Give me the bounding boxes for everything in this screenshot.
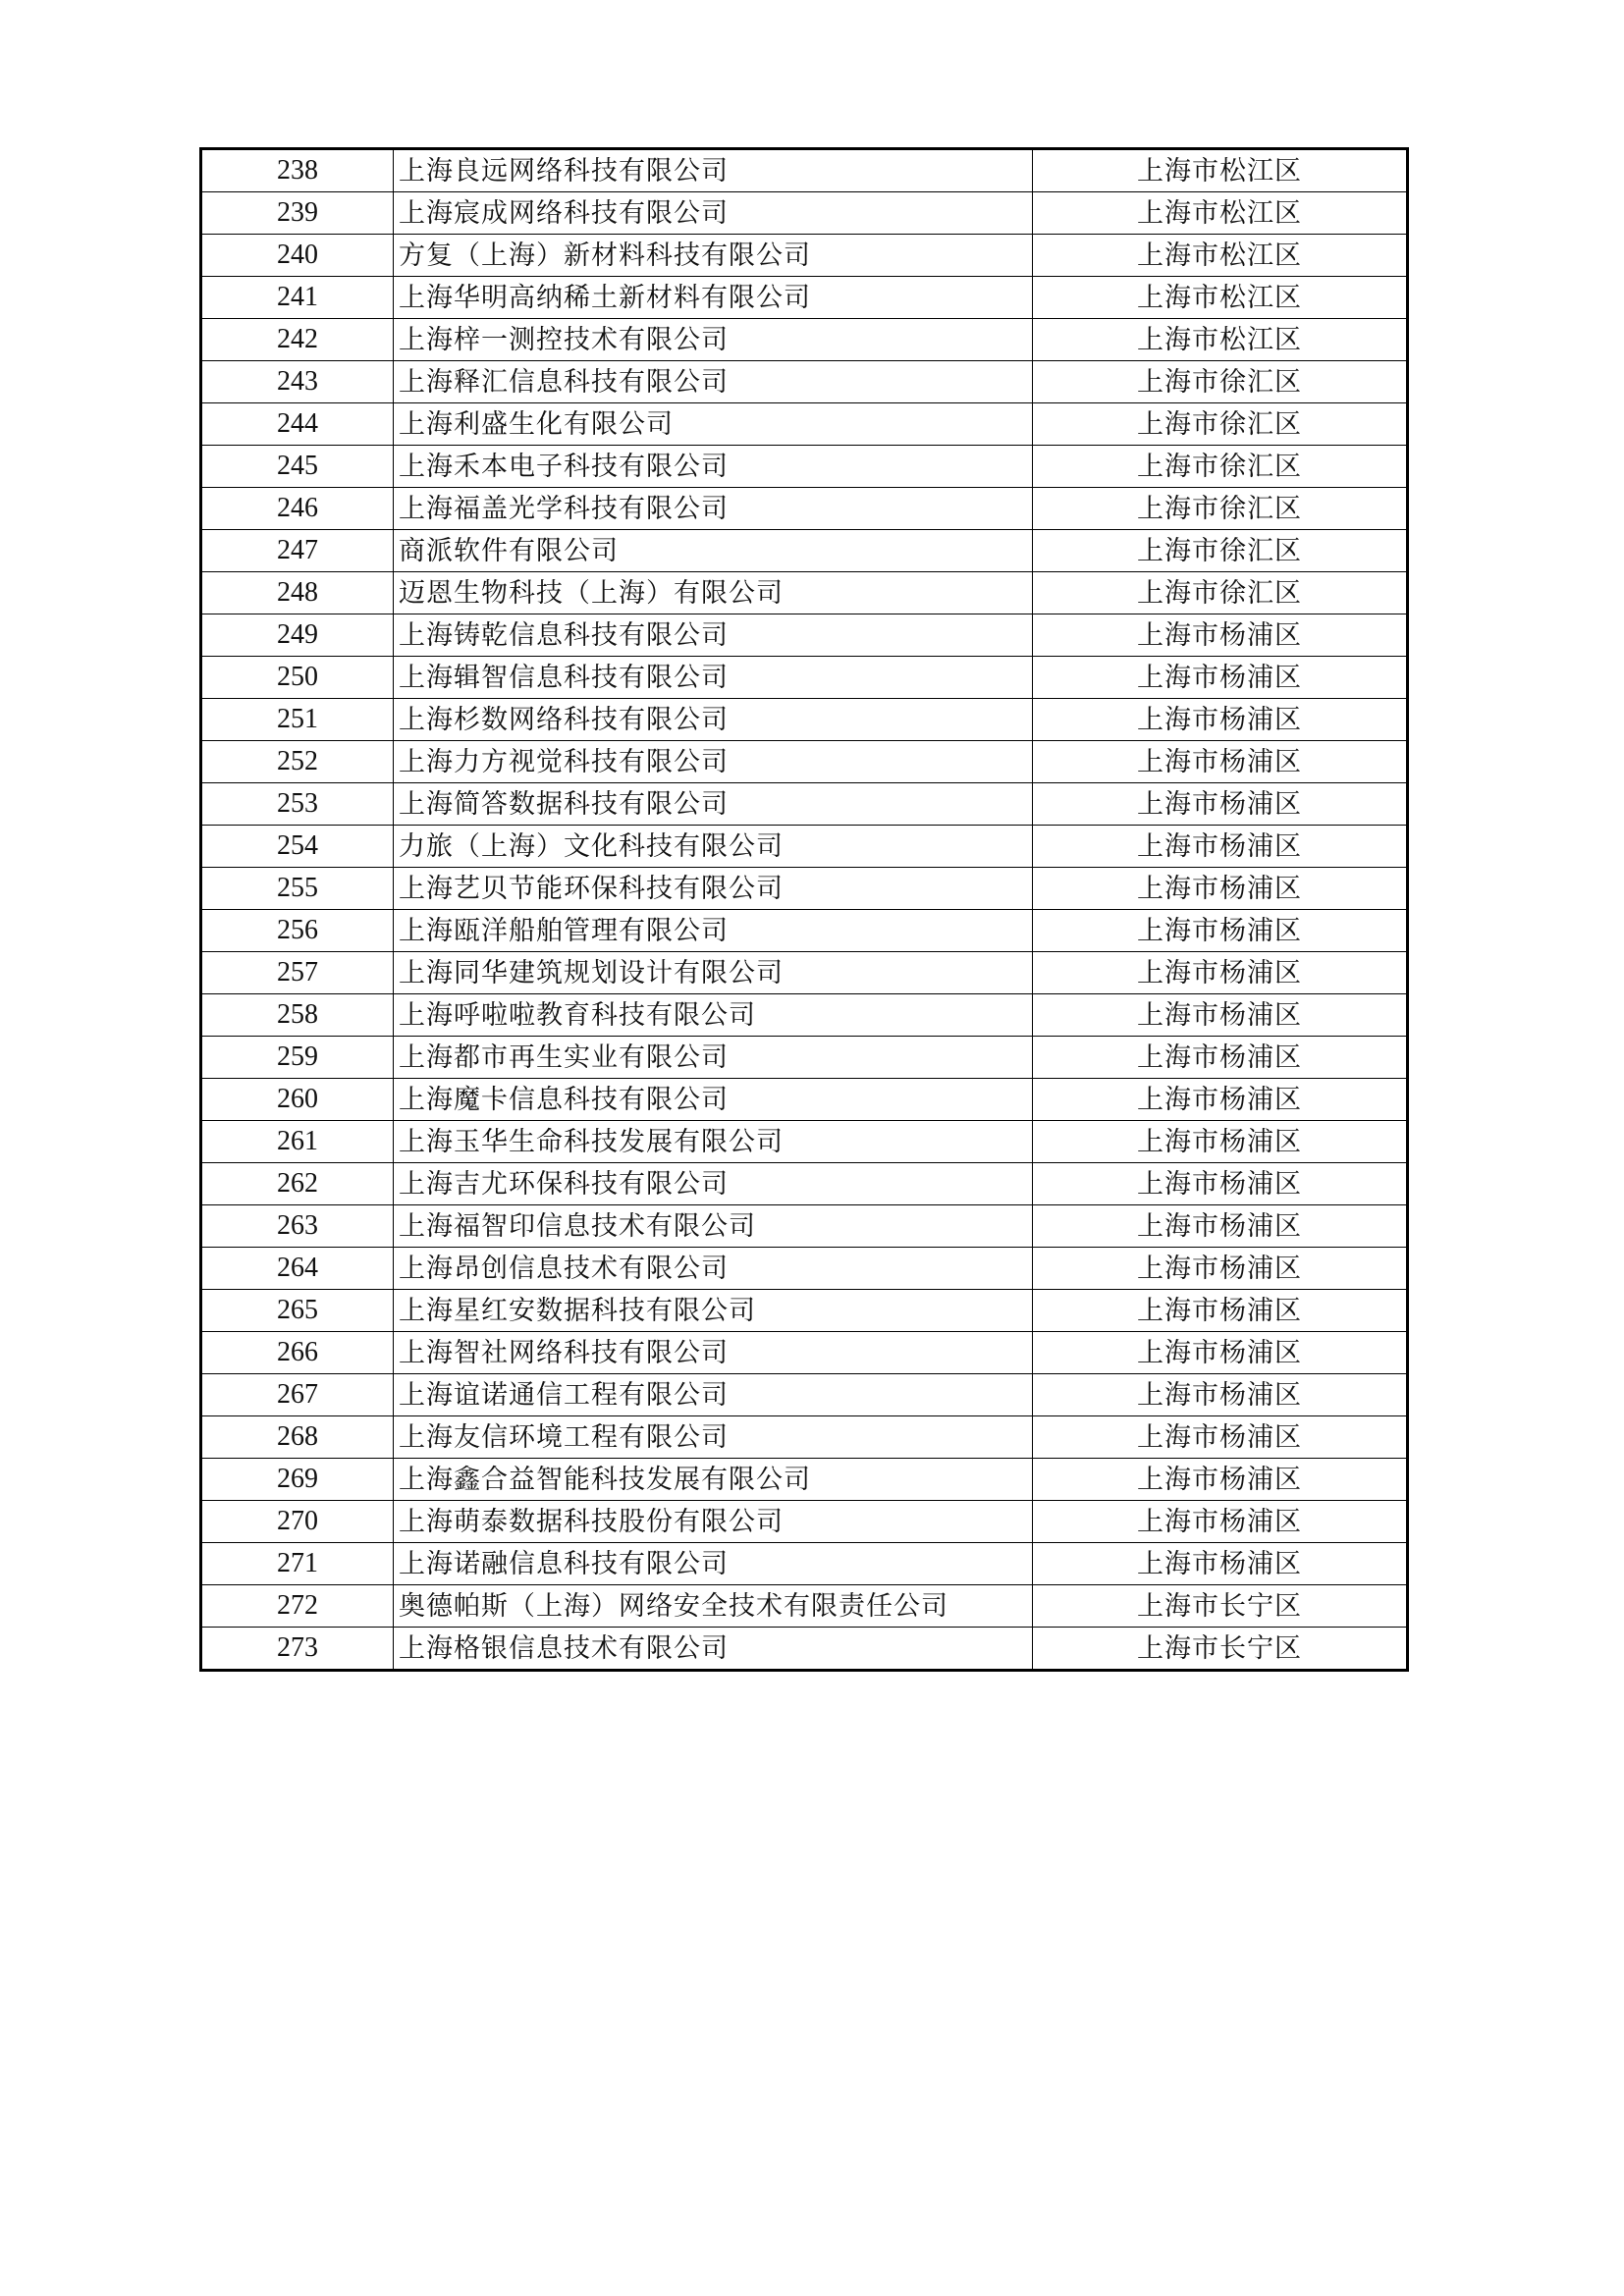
district-name: 上海市杨浦区 [1033, 1543, 1408, 1585]
table-row [201, 952, 1408, 994]
district-name: 上海市长宁区 [1033, 1628, 1408, 1671]
table-row [201, 149, 1408, 192]
row-number: 248 [201, 572, 394, 614]
row-number: 243 [201, 361, 394, 403]
district-name: 上海市杨浦区 [1033, 1248, 1408, 1290]
company-name: 上海福盖光学科技有限公司 [394, 488, 1033, 530]
district-name: 上海市徐汇区 [1033, 572, 1408, 614]
table-row [201, 1205, 1408, 1248]
company-name: 上海都市再生实业有限公司 [394, 1037, 1033, 1079]
company-name: 上海鑫合益智能科技发展有限公司 [394, 1459, 1033, 1501]
district-name: 上海市杨浦区 [1033, 826, 1408, 868]
district-name: 上海市杨浦区 [1033, 657, 1408, 699]
district-name: 上海市杨浦区 [1033, 910, 1408, 952]
table-row [201, 1290, 1408, 1332]
table-row [201, 572, 1408, 614]
table-row [201, 1332, 1408, 1374]
district-name: 上海市杨浦区 [1033, 1332, 1408, 1374]
row-number: 252 [201, 741, 394, 783]
table-row [201, 614, 1408, 657]
table-row [201, 319, 1408, 361]
row-number: 265 [201, 1290, 394, 1332]
district-name: 上海市杨浦区 [1033, 1459, 1408, 1501]
company-name: 上海华明高纳稀土新材料有限公司 [394, 277, 1033, 319]
company-name: 商派软件有限公司 [394, 530, 1033, 572]
table-row [201, 741, 1408, 783]
table-row [201, 403, 1408, 446]
table-row [201, 994, 1408, 1037]
row-number: 249 [201, 614, 394, 657]
company-name: 奥德帕斯（上海）网络安全技术有限责任公司 [394, 1585, 1033, 1628]
table-row [201, 1585, 1408, 1628]
district-name: 上海市杨浦区 [1033, 699, 1408, 741]
company-name: 上海同华建筑规划设计有限公司 [394, 952, 1033, 994]
company-name: 上海星红安数据科技有限公司 [394, 1290, 1033, 1332]
row-number: 263 [201, 1205, 394, 1248]
district-name: 上海市杨浦区 [1033, 1501, 1408, 1543]
company-name: 上海宸成网络科技有限公司 [394, 192, 1033, 235]
company-name: 上海梓一测控技术有限公司 [394, 319, 1033, 361]
row-number: 269 [201, 1459, 394, 1501]
district-name: 上海市杨浦区 [1033, 741, 1408, 783]
district-name: 上海市松江区 [1033, 235, 1408, 277]
district-name: 上海市徐汇区 [1033, 530, 1408, 572]
row-number: 260 [201, 1079, 394, 1121]
company-name: 上海诺融信息科技有限公司 [394, 1543, 1033, 1585]
company-name: 上海利盛生化有限公司 [394, 403, 1033, 446]
table-row [201, 1121, 1408, 1163]
company-name: 力旅（上海）文化科技有限公司 [394, 826, 1033, 868]
district-name: 上海市松江区 [1033, 319, 1408, 361]
row-number: 273 [201, 1628, 394, 1671]
company-name: 上海力方视觉科技有限公司 [394, 741, 1033, 783]
company-name: 上海艺贝节能环保科技有限公司 [394, 868, 1033, 910]
district-name: 上海市杨浦区 [1033, 1416, 1408, 1459]
district-name: 上海市松江区 [1033, 192, 1408, 235]
row-number: 254 [201, 826, 394, 868]
row-number: 250 [201, 657, 394, 699]
district-name: 上海市杨浦区 [1033, 1079, 1408, 1121]
row-number: 239 [201, 192, 394, 235]
district-name: 上海市杨浦区 [1033, 783, 1408, 826]
table-row [201, 1543, 1408, 1585]
table-row [201, 277, 1408, 319]
company-list-body [201, 149, 1408, 1671]
row-number: 255 [201, 868, 394, 910]
table-row [201, 446, 1408, 488]
table-row [201, 699, 1408, 741]
company-name: 上海释汇信息科技有限公司 [394, 361, 1033, 403]
company-name: 上海禾本电子科技有限公司 [394, 446, 1033, 488]
company-name: 迈恩生物科技（上海）有限公司 [394, 572, 1033, 614]
district-name: 上海市杨浦区 [1033, 1121, 1408, 1163]
row-number: 272 [201, 1585, 394, 1628]
company-name: 上海良远网络科技有限公司 [394, 149, 1033, 192]
table-row [201, 783, 1408, 826]
district-name: 上海市松江区 [1033, 149, 1408, 192]
company-list-table [199, 147, 1409, 1672]
company-name: 上海谊诺通信工程有限公司 [394, 1374, 1033, 1416]
district-name: 上海市杨浦区 [1033, 868, 1408, 910]
row-number: 245 [201, 446, 394, 488]
district-name: 上海市杨浦区 [1033, 1374, 1408, 1416]
row-number: 247 [201, 530, 394, 572]
table-row [201, 361, 1408, 403]
row-number: 246 [201, 488, 394, 530]
row-number: 271 [201, 1543, 394, 1585]
row-number: 240 [201, 235, 394, 277]
table-row [201, 1248, 1408, 1290]
district-name: 上海市徐汇区 [1033, 488, 1408, 530]
company-name: 上海昂创信息技术有限公司 [394, 1248, 1033, 1290]
table-row [201, 1628, 1408, 1671]
company-name: 上海福智印信息技术有限公司 [394, 1205, 1033, 1248]
company-name: 上海呼啦啦教育科技有限公司 [394, 994, 1033, 1037]
table-row [201, 657, 1408, 699]
district-name: 上海市徐汇区 [1033, 361, 1408, 403]
table-row [201, 1416, 1408, 1459]
company-name: 上海简答数据科技有限公司 [394, 783, 1033, 826]
row-number: 251 [201, 699, 394, 741]
row-number: 262 [201, 1163, 394, 1205]
company-name: 上海吉尤环保科技有限公司 [394, 1163, 1033, 1205]
table-row [201, 1374, 1408, 1416]
district-name: 上海市徐汇区 [1033, 403, 1408, 446]
company-name: 上海铸乾信息科技有限公司 [394, 614, 1033, 657]
table-row [201, 192, 1408, 235]
table-row [201, 1037, 1408, 1079]
table-row [201, 1163, 1408, 1205]
row-number: 267 [201, 1374, 394, 1416]
company-name: 方复（上海）新材料科技有限公司 [394, 235, 1033, 277]
row-number: 244 [201, 403, 394, 446]
company-name: 上海友信环境工程有限公司 [394, 1416, 1033, 1459]
row-number: 266 [201, 1332, 394, 1374]
district-name: 上海市长宁区 [1033, 1585, 1408, 1628]
row-number: 270 [201, 1501, 394, 1543]
table-row [201, 530, 1408, 572]
table-row [201, 488, 1408, 530]
district-name: 上海市杨浦区 [1033, 994, 1408, 1037]
row-number: 259 [201, 1037, 394, 1079]
row-number: 258 [201, 994, 394, 1037]
company-name: 上海辑智信息科技有限公司 [394, 657, 1033, 699]
company-name: 上海杉数网络科技有限公司 [394, 699, 1033, 741]
table-row [201, 1501, 1408, 1543]
row-number: 238 [201, 149, 394, 192]
district-name: 上海市徐汇区 [1033, 446, 1408, 488]
company-name: 上海魔卡信息科技有限公司 [394, 1079, 1033, 1121]
table-row [201, 1079, 1408, 1121]
district-name: 上海市杨浦区 [1033, 1205, 1408, 1248]
district-name: 上海市松江区 [1033, 277, 1408, 319]
row-number: 256 [201, 910, 394, 952]
row-number: 261 [201, 1121, 394, 1163]
row-number: 268 [201, 1416, 394, 1459]
district-name: 上海市杨浦区 [1033, 1163, 1408, 1205]
company-name: 上海格银信息技术有限公司 [394, 1628, 1033, 1671]
table-row [201, 235, 1408, 277]
company-name: 上海智社网络科技有限公司 [394, 1332, 1033, 1374]
row-number: 257 [201, 952, 394, 994]
row-number: 264 [201, 1248, 394, 1290]
company-name: 上海玉华生命科技发展有限公司 [394, 1121, 1033, 1163]
table-row [201, 826, 1408, 868]
district-name: 上海市杨浦区 [1033, 1037, 1408, 1079]
row-number: 242 [201, 319, 394, 361]
district-name: 上海市杨浦区 [1033, 952, 1408, 994]
district-name: 上海市杨浦区 [1033, 614, 1408, 657]
row-number: 253 [201, 783, 394, 826]
row-number: 241 [201, 277, 394, 319]
company-name: 上海萌泰数据科技股份有限公司 [394, 1501, 1033, 1543]
company-name: 上海瓯洋船舶管理有限公司 [394, 910, 1033, 952]
table-row [201, 910, 1408, 952]
table-row [201, 868, 1408, 910]
table-row [201, 1459, 1408, 1501]
district-name: 上海市杨浦区 [1033, 1290, 1408, 1332]
